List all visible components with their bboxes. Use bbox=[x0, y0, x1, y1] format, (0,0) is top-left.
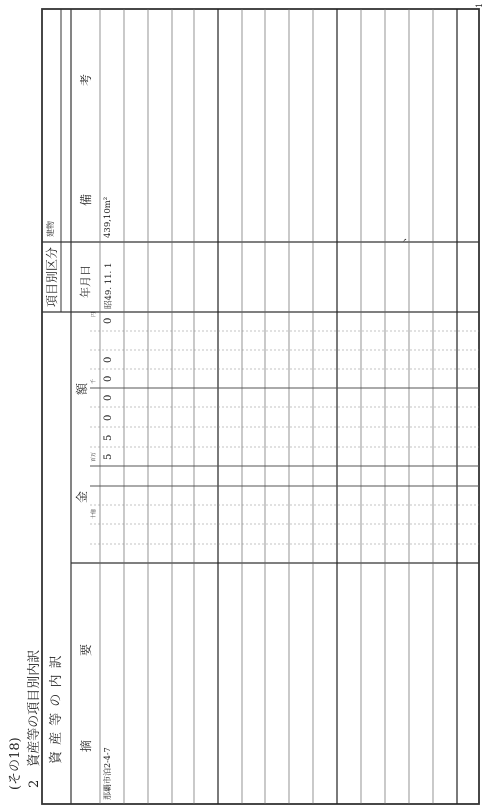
column-header-amount: 金 額 bbox=[75, 382, 89, 503]
row-1-amount-digit: 5 bbox=[103, 453, 114, 460]
row-1-amount-digit: 0 bbox=[103, 317, 114, 324]
column-header-summary: 摘 要 bbox=[79, 643, 93, 752]
category-value: 建物 bbox=[46, 221, 55, 237]
digit-column-lines bbox=[90, 331, 479, 544]
form-series-label: (その18) bbox=[8, 737, 23, 790]
category-label: 項目別区分 bbox=[45, 246, 59, 307]
row-1-summary: 那覇市泊2-4-7 bbox=[103, 747, 112, 800]
stray-mark: 、 bbox=[395, 231, 408, 242]
unit-mark-millions: 百万 bbox=[91, 451, 97, 462]
digit-group-lines bbox=[90, 388, 479, 486]
row-1-amount-digit: 0 bbox=[103, 375, 114, 382]
unit-mark-yen: 円 bbox=[91, 311, 97, 317]
unit-mark-thousands: 千 bbox=[91, 378, 97, 384]
form-heading: 2 資産等の項目別内訳 bbox=[27, 649, 42, 788]
table-border bbox=[42, 9, 479, 804]
unit-mark-ten-thousands: 十億 bbox=[91, 508, 97, 519]
row-1-date: 昭49. 11. 1 bbox=[104, 262, 114, 309]
row-1-amount-digit: 0 bbox=[103, 356, 114, 363]
column-header-remarks: 備 考 bbox=[79, 73, 93, 206]
section-title: 資 産 等 の 内 訳 bbox=[49, 654, 64, 764]
row-1-amount-digit: 5 bbox=[103, 434, 114, 441]
row-1-amount-digit: 0 bbox=[103, 414, 114, 421]
row-1-remarks: 439,10m² bbox=[103, 196, 113, 238]
page-number: 1 bbox=[475, 2, 484, 8]
column-header-date: 年月日 bbox=[79, 265, 92, 298]
row-1-amount-digit: 0 bbox=[103, 394, 114, 401]
row-lines bbox=[100, 9, 457, 804]
